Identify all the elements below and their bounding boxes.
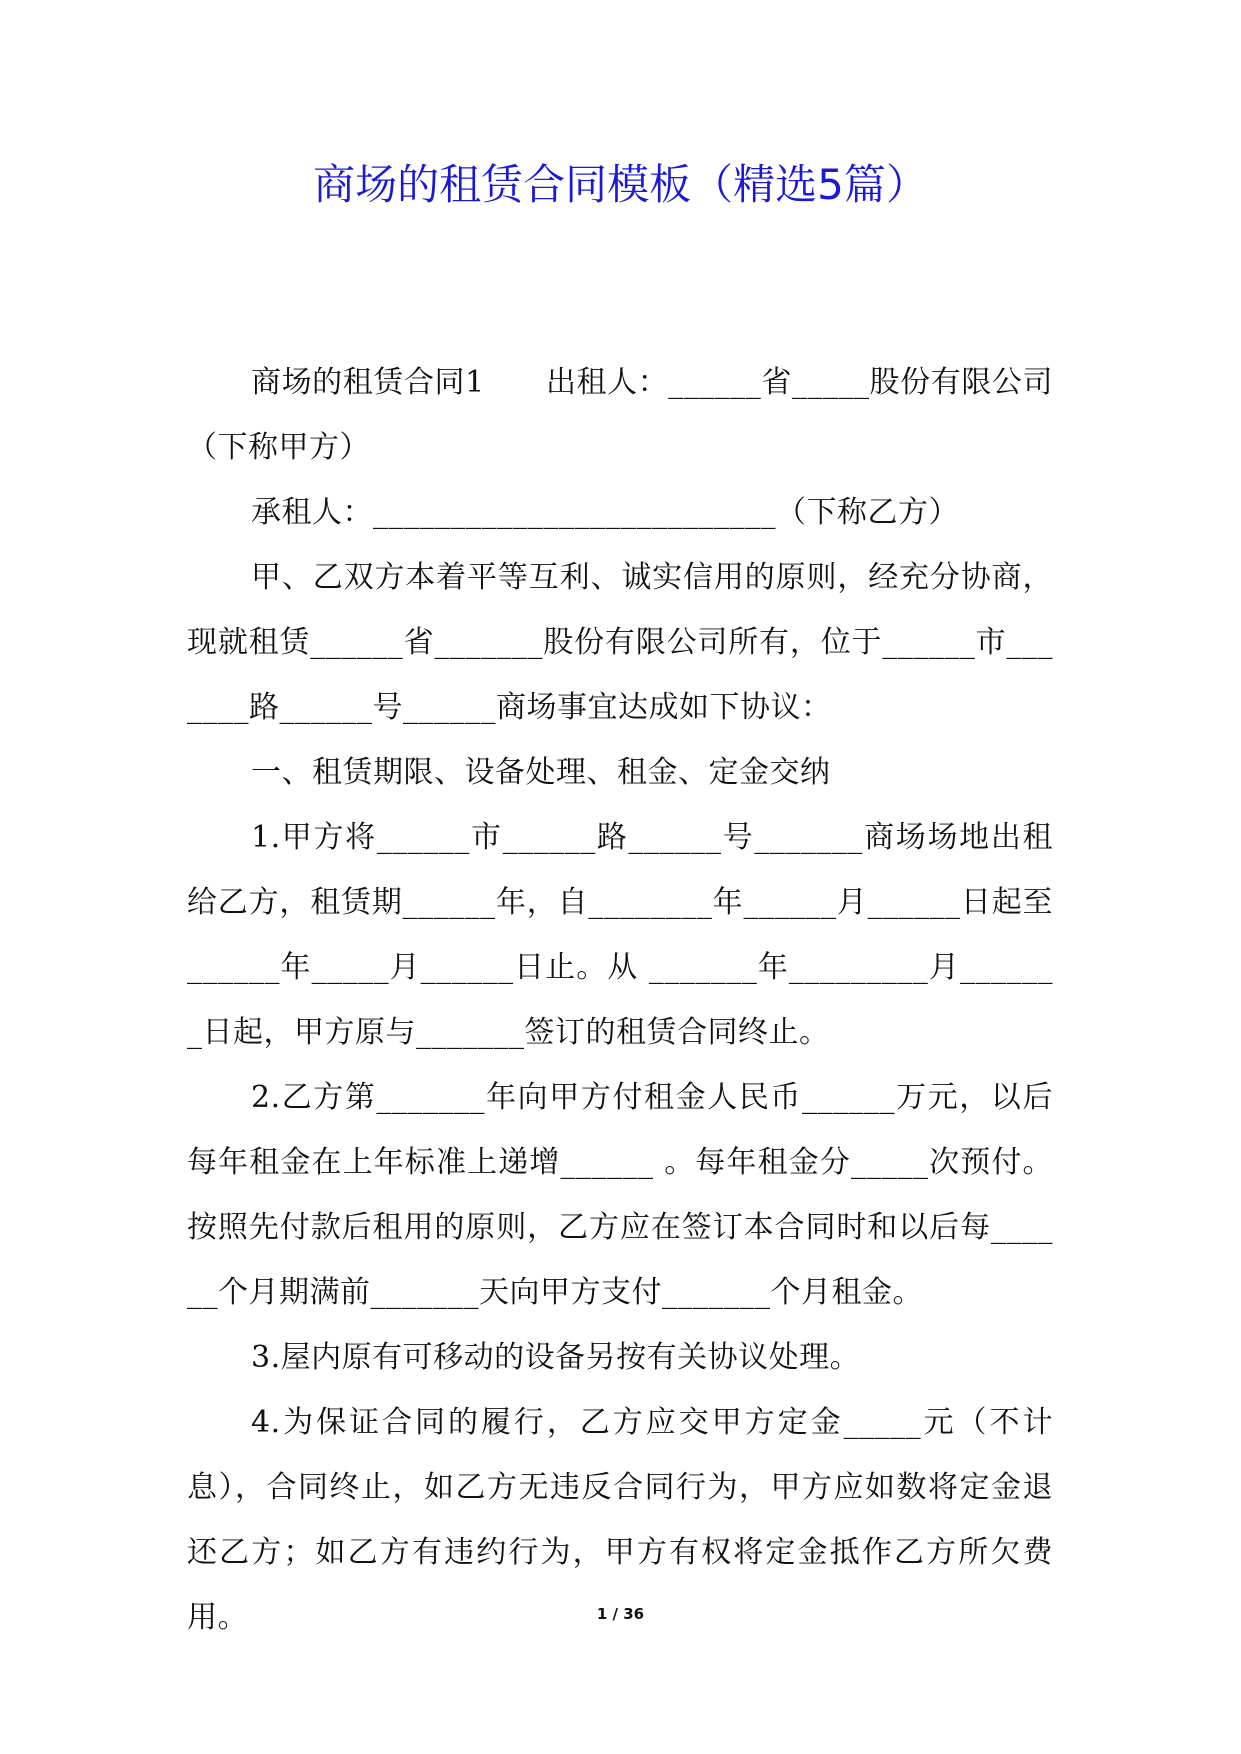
paragraph-parties-lessor: 商场的租赁合同1 出租人：______省_____股份有限公司（下称甲方）	[187, 365, 1053, 465]
clause-1: 1.甲方将______市______路______号_______商场场地出租给乙方，租赁期______年，自________年______月______日起至______年_____月______日止。从 _______年_________月_______日起，甲方原与_______签订的租赁合同终止。	[187, 820, 1053, 1050]
clause-2: 2.乙方第_______年向甲方付租金人民币______万元，以后每年租金在上年标准上递增______ 。每年租金分_____次预付。按照先付款后租用的原则，乙方应在签订本合同时和以后每______个月期满前_______天向甲方支付_______个月租金。	[187, 1080, 1053, 1310]
clause-3: 3.屋内原有可移动的设备另按有关协议处理。	[251, 1340, 861, 1375]
clause-4: 4.为保证合同的履行，乙方应交甲方定金_____元（不计息），合同终止，如乙方无违反合同行为，甲方应如数将定金退还乙方；如乙方有违约行为，甲方有权将定金抵作乙方所欠费用。	[187, 1405, 1053, 1635]
section-heading-1: 一、租赁期限、设备处理、租金、定金交纳	[251, 755, 831, 790]
paragraph-parties-lessee: 承租人：__________________________（下称乙方）	[251, 495, 959, 530]
page-number: 1 / 36	[596, 1605, 645, 1623]
paragraph-preamble: 甲、乙双方本着平等互利、诚实信用的原则，经充分协商，现就租赁______省_______股份有限公司所有，位于______市_______路______号______商场事宜达成如下协议：	[187, 560, 1053, 725]
document-body	[187, 350, 1053, 1650]
page-title: 商场的租赁合同模板（精选5篇）	[313, 160, 928, 209]
